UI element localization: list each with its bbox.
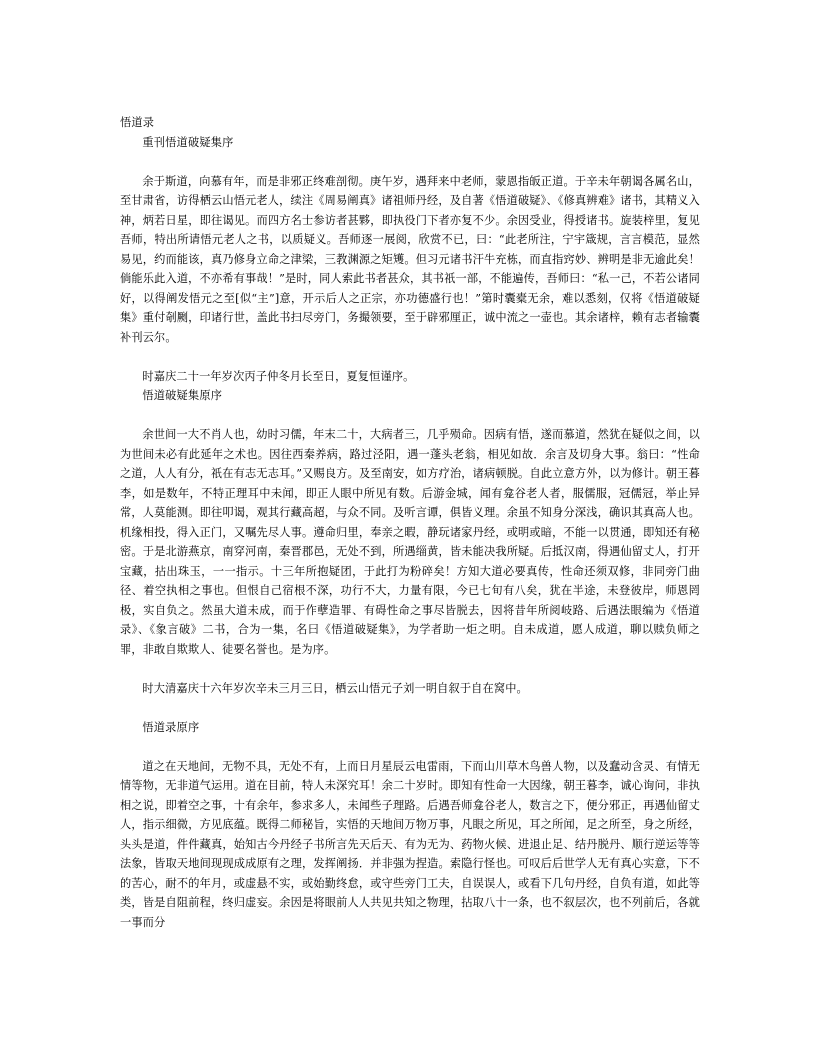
section-heading-chongkan-wudao-poyi-ji-xu: 重刊悟道破疑集序 (142, 135, 234, 149)
document-title: 悟道录 (120, 116, 155, 129)
paragraph-spacer (120, 698, 700, 718)
paragraph-spacer (120, 152, 700, 172)
paragraph-spacer (120, 347, 700, 367)
paragraph-chongkan-preface-colophon: 时嘉庆二十一年岁次丙子仲冬月长至日，夏复恒谨序。 (142, 369, 415, 383)
paragraph-spacer (120, 659, 700, 679)
paragraph-chongkan-preface-body: 余于斯道，向慕有年，而是非邪正终难剖彻。庚午岁，遇拜来中老师，蒙恩指皈正道。于辛未年朝谒各属名山，至甘肃省，访得栖云山悟元老人，续注《周易阐真》诸祖师丹经，及自著《悟道破疑》、《修真辨难》诸书，其精义入神，炳若日星，即往谒见。而四方名士参访者甚夥，即执役门下者亦复不少。余因受业，得授诸书。旋装梓里，复见吾师，特出所请悟元老人之书，以质疑义。吾师逐一展阅，欣赏不已，曰：“此老所注，宁宇箴规，言言模范，显然易见，约而能该，真乃修身立命之津梁，三教渊源之矩矱。但习元诸书汗牛充栋，而直指窍妙、辨明是非无逾此矣！倘能乐此入道，不亦希有事哉！”是时，同人索此书者甚众，其书祇一部，不能遍传，吾师曰：“私一己，不若公诸同好，以得阐发悟元之至[似“主”]意，开示后人之正宗，亦功德盛行也！”第时囊橐无余，难以悉刻，仅将《悟道破疑集》重付剞劂，印诸行世，盖此书扫尽旁门，务撮领要，至于辟邪厘正，诚中流之一壶也。其余诸梓，赖有志者输囊补刊云尔。 (120, 174, 700, 344)
document-body (120, 113, 700, 932)
paragraph-wudaolu-yuanxu-body: 道之在天地间，无物不具，无处不有，上而日月星辰云电雷雨，下而山川草木鸟兽人物，以及蠢动含灵、有情无情等物，无非道气运用。道在目前，特人未深究耳！余二十岁时。即知有性命一大因缘，朝王暮李，诚心询问，非执相之说，即着空之事，十有余年，参求多人，未闻些子理路。后遇吾师龛谷老人，数言之下，便分邪正，再遇仙留丈人，指示细微，方见底蕴。既得二师秘旨，实悟的天地间万物万事，凡眼之所见，耳之所闻，足之所至，身之所经，头头是道，件件藏真，始知古今丹经子书所言先天后天、有为无为、药物火候、进退止足、结丹脱丹、顺行逆运等等法象，皆取天地间现现成成原有之理，发挥阐扬．并非强为捏造。索隐行怪也。可叹后后世学人无有真心实意，下不的苦心，耐不的年月，或虚悬不实，或始勤终怠，或守些旁门工夫，自误误人，或看下几句丹经，自负有道，如此等类，皆是自阻前程，终归虚妄。余因是将眼前人人共见共知之物理，拈取八十一条，也不叙层次，也不列前后，各就一事而分 (120, 759, 700, 929)
paragraph-spacer (120, 406, 700, 426)
paragraph-poyi-yuanxu-colophon: 时大清嘉庆十六年岁次辛未三月三日，栖云山悟元子刘一明自叙于自在窝中。 (142, 681, 528, 695)
section-heading-wudaolu-yuanxu: 悟道录原序 (142, 720, 200, 734)
paragraph-poyi-yuanxu-body: 余世间一大不肖人也，幼时习儒，年末二十，大病者三，几乎殒命。因病有悟，遂而慕道，然犹在疑似之间，以为世间未必有此延年之术也。因往西秦养病，路过泾阳，遇一蓬头老翁，相见如故．余言及切身大事。翁曰：“性命之道，人人有分，祇在有志无志耳。”又赐良方。及至南安，如方疗治，诸病顿脱。自此立意方外，以为修计。朝王暮李，如是数年，不特正理耳中未闻，即正人眼中所见有数。后游金城，闻有龛谷老人者，服儒服，冠儒冠，举止异常，人莫能测。即往叩谒，观其行藏高超，与众不同。及听言谭，俱皆义理。余虽不知身分深浅，确识其真高人也。机缘相投，得入正门，又嘱先尽人事。遵命归里，奉亲之暇，静玩诸家丹经，或明或暗，不能一以贯通，即知还有秘密。于是北游燕京，南穿河南，秦晋郡邑，无处不到，所遇缁黄，皆未能决我所疑。后抵汉南，得遇仙留丈人，打开宝藏，拈出珠玉，一一指示。十三年所抱疑团，于此打为粉碎矣！方知大道必要真传，性命还须双修，非同旁门曲径、着空执相之事也。但恨自己宿根不深，功行不大，力量有限，今已七旬有八矣，犹在半途，未登彼岸，师恩罔极，实自负之。然虽大道未成，而于作孽造罪、有碍性命之事尽皆脱去，因将昔年所阅岐路、后遇法眼编为《悟道录》、《象言破》二书，合为一集，名曰《悟道破疑集》，为学者助一炬之明。自未成道，愿人成道，聊以赎负师之罪，非敢自欺欺人、徒要名誉也。是为序。 (120, 428, 700, 656)
section-heading-wudao-poyi-ji-yuanxu: 悟道破疑集原序 (142, 389, 223, 402)
paragraph-spacer (120, 737, 700, 757)
